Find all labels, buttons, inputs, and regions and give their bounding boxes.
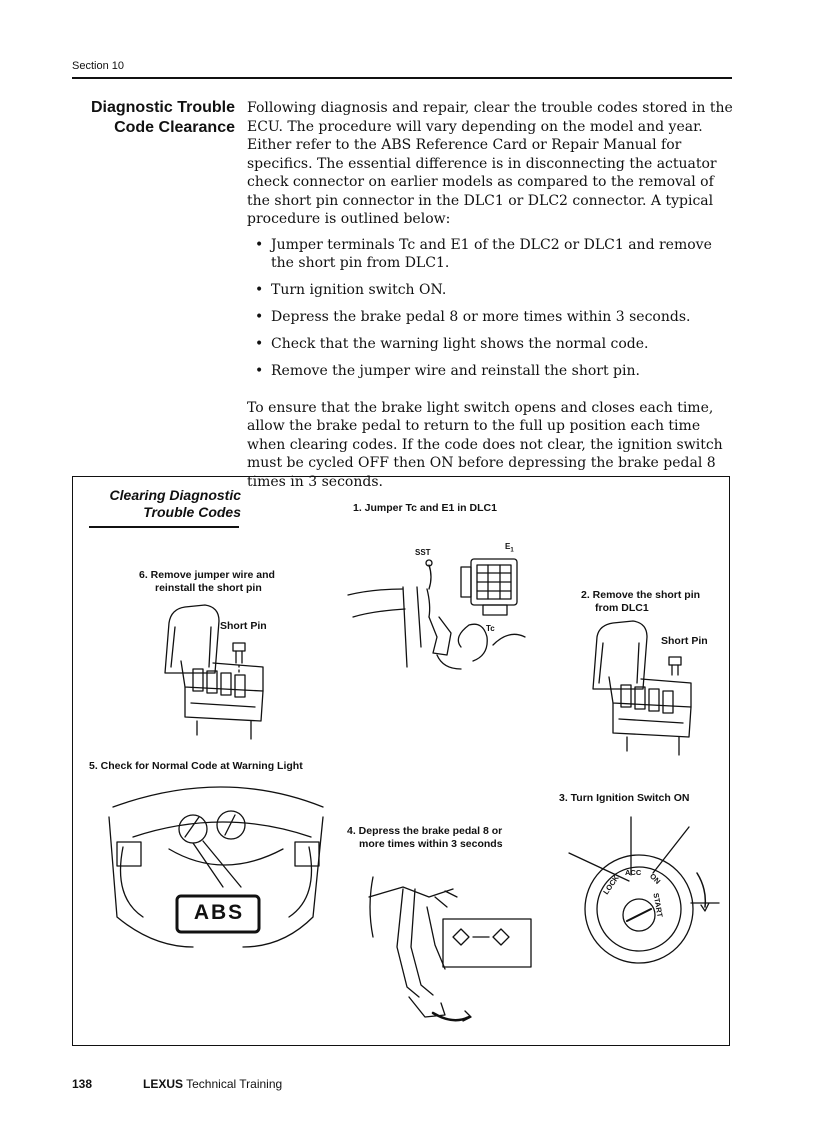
step5-caption: 5. Check for Normal Code at Warning Light: [89, 760, 303, 772]
step3-caption: 3. Turn Ignition Switch ON: [559, 792, 690, 804]
step4-caption-line1: 4. Depress the brake pedal 8 or: [347, 825, 503, 837]
figure-box: [72, 476, 730, 1046]
figure-title: [91, 487, 241, 521]
short-pin-label-right: Short Pin: [661, 635, 708, 647]
ignition-start-label: START: [651, 892, 665, 918]
dlc1-illustration-step1: [348, 559, 525, 669]
e1-label: [505, 541, 514, 557]
body-column: [247, 99, 737, 491]
brake-pedal-illustration-step4: [369, 877, 531, 1021]
intro-paragraph: Following diagnosis and repair, clear the trouble codes stored in the ECU. The procedure will vary depending on the model and year. Either refer to the ABS Reference Card or Repair Manual for specifics. The essential difference is in disconnecting the actuator check connector on earlier models as compared to the removal of the short pin connector in the DLC1 or DLC2 connector. A typical procedure is outlined below:: [247, 100, 733, 227]
side-heading: [72, 98, 235, 138]
ignition-lock-label: LOCK: [601, 873, 621, 897]
closing-paragraph: To ensure that the brake light switch opens and closes each time, allow the brake pedal to return to the full up position each time when clearing codes. If the code does not clear, the ignition switch must be cycled OFF then ON before depressing the brake pedal 8 times in 3 seconds.: [247, 399, 723, 490]
short-pin-label-left: Short Pin: [220, 620, 267, 632]
header-rule: [72, 77, 732, 79]
figure-title-line2: Trouble Codes: [143, 504, 241, 520]
footer-brand-name: LEXUS: [143, 1077, 184, 1091]
step4-caption: [347, 825, 503, 850]
section-label: Section 10: [72, 60, 124, 72]
e1-label-subscript: 1: [510, 547, 514, 554]
step6-caption-line2: reinstall the short pin: [155, 581, 262, 594]
procedure-step: • Jumper terminals Tc and E1 of the DLC2 or DLC1 and remove the short pin from DLC1.: [255, 236, 737, 273]
e1-label-letter: E: [505, 542, 511, 551]
step2-caption-line2: from DLC1: [595, 601, 649, 614]
side-heading-line2: Code Clearance: [114, 119, 235, 136]
step1-caption: 1. Jumper Tc and E1 in DLC1: [353, 502, 497, 514]
procedure-step: • Turn ignition switch ON.: [255, 281, 737, 300]
step2-caption-line1: 2. Remove the short pin: [581, 589, 701, 601]
procedure-step: • Remove the jumper wire and reinstall the short pin.: [255, 362, 737, 381]
ignition-switch-illustration-step3: [569, 817, 719, 963]
ignition-acc-label: ACC: [625, 868, 642, 877]
procedure-step: • Depress the brake pedal 8 or more times within 3 seconds.: [255, 308, 737, 327]
step6-caption: [139, 569, 275, 594]
tc-label: Tc: [486, 624, 495, 633]
procedure-step: • Check that the warning light shows the normal code.: [255, 335, 737, 354]
figure-title-rule: [89, 526, 239, 528]
sst-label: SST: [415, 548, 431, 557]
footer-brand-rest: Technical Training: [183, 1077, 283, 1091]
figure-title-line1: Clearing Diagnostic: [109, 487, 241, 503]
abs-warning-label: ABS: [193, 901, 245, 924]
ignition-on-label: ON: [647, 871, 663, 886]
step2-caption: [581, 589, 700, 614]
step4-caption-line2: more times within 3 seconds: [359, 837, 503, 850]
procedure-list: [247, 236, 737, 381]
side-heading-line1: Diagnostic Trouble: [90, 99, 235, 116]
step6-caption-line1: 6. Remove jumper wire and: [139, 569, 275, 581]
page-number: 138: [72, 1077, 93, 1091]
footer-brand: [143, 1077, 282, 1091]
